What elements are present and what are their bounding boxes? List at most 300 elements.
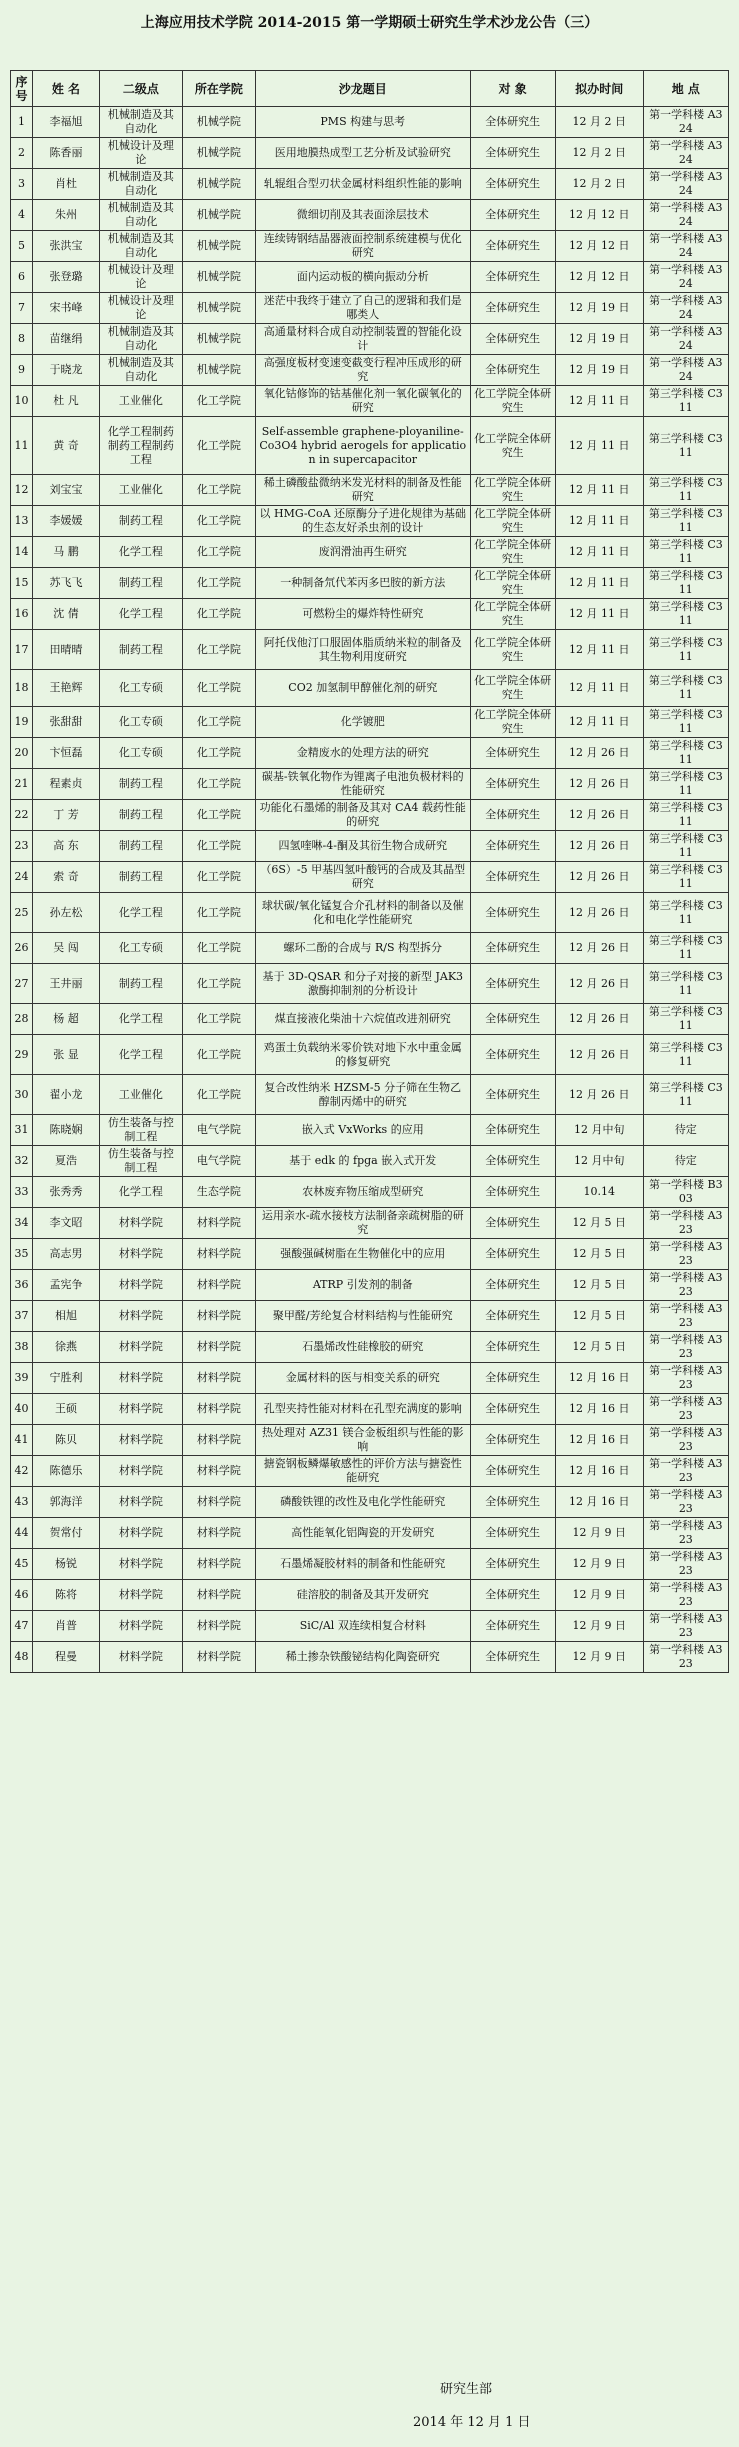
cell-name: 郭海洋 — [32, 1487, 99, 1518]
cell-time: 12 月 16 日 — [555, 1425, 643, 1456]
cell-college: 机械学院 — [182, 231, 255, 262]
cell-audience: 全体研究生 — [470, 1270, 555, 1301]
cell-college: 化工学院 — [182, 386, 255, 417]
cell-college: 机械学院 — [182, 200, 255, 231]
cell-location: 第一学科楼 A323 — [643, 1208, 728, 1239]
cell-college: 机械学院 — [182, 355, 255, 386]
cell-time: 12 月 11 日 — [555, 475, 643, 506]
cell-location: 第三学科楼 C311 — [643, 506, 728, 537]
cell-audience: 全体研究生 — [470, 1208, 555, 1239]
cell-name: 宁胜利 — [32, 1363, 99, 1394]
cell-time: 12 月 26 日 — [555, 800, 643, 831]
cell-time: 12 月 16 日 — [555, 1363, 643, 1394]
cell-audience: 化工学院全体研究生 — [470, 506, 555, 537]
cell-college: 化工学院 — [182, 670, 255, 707]
cell-major: 材料学院 — [99, 1239, 182, 1270]
cell-time: 12 月 2 日 — [555, 169, 643, 200]
cell-time: 12 月 19 日 — [555, 355, 643, 386]
cell-major: 材料学院 — [99, 1425, 182, 1456]
cell-name: 丁 芳 — [32, 800, 99, 831]
cell-major: 制药工程 — [99, 769, 182, 800]
table-row — [11, 262, 729, 293]
cell-location: 第一学科楼 A323 — [643, 1456, 728, 1487]
cell-college: 化工学院 — [182, 417, 255, 475]
cell-major: 材料学院 — [99, 1270, 182, 1301]
table-row — [11, 386, 729, 417]
cell-time: 12 月 11 日 — [555, 568, 643, 599]
header-no: 序号 — [11, 71, 33, 107]
header-major: 二级点 — [99, 71, 182, 107]
cell-no: 11 — [11, 417, 33, 475]
table-row — [11, 537, 729, 568]
cell-time: 12 月 19 日 — [555, 293, 643, 324]
header-audience: 对 象 — [470, 71, 555, 107]
cell-location: 第三学科楼 C311 — [643, 417, 728, 475]
cell-college: 机械学院 — [182, 324, 255, 355]
cell-no: 46 — [11, 1580, 33, 1611]
cell-college: 机械学院 — [182, 293, 255, 324]
cell-major: 制药工程 — [99, 831, 182, 862]
table-row — [11, 630, 729, 670]
cell-college: 化工学院 — [182, 475, 255, 506]
cell-topic: 磷酸铁锂的改性及电化学性能研究 — [256, 1487, 471, 1518]
cell-location: 第一学科楼 A324 — [643, 138, 728, 169]
cell-topic: 螺环二酚的合成与 R/S 构型拆分 — [256, 933, 471, 964]
table-row — [11, 831, 729, 862]
header-college: 所在学院 — [182, 71, 255, 107]
cell-no: 43 — [11, 1487, 33, 1518]
cell-topic: 硅溶胶的制备及其开发研究 — [256, 1580, 471, 1611]
cell-major: 仿生装备与控制工程 — [99, 1115, 182, 1146]
table-row — [11, 1332, 729, 1363]
cell-time: 10.14 — [555, 1177, 643, 1208]
cell-time: 12 月 26 日 — [555, 1004, 643, 1035]
cell-name: 张甜甜 — [32, 707, 99, 738]
cell-audience: 全体研究生 — [470, 1146, 555, 1177]
cell-college: 化工学院 — [182, 738, 255, 769]
cell-topic: 农林废弃物压缩成型研究 — [256, 1177, 471, 1208]
cell-college: 机械学院 — [182, 169, 255, 200]
cell-name: 高志男 — [32, 1239, 99, 1270]
cell-location: 第一学科楼 A323 — [643, 1332, 728, 1363]
table-row — [11, 138, 729, 169]
cell-college: 化工学院 — [182, 964, 255, 1004]
table-row — [11, 417, 729, 475]
cell-audience: 全体研究生 — [470, 964, 555, 1004]
cell-audience: 全体研究生 — [470, 107, 555, 138]
cell-audience: 全体研究生 — [470, 1301, 555, 1332]
cell-location: 第三学科楼 C311 — [643, 599, 728, 630]
cell-audience: 全体研究生 — [470, 1518, 555, 1549]
cell-audience: 化工学院全体研究生 — [470, 386, 555, 417]
cell-major: 化学工程 — [99, 1177, 182, 1208]
table-row — [11, 200, 729, 231]
cell-name: 陈香丽 — [32, 138, 99, 169]
cell-major: 制药工程 — [99, 964, 182, 1004]
cell-location: 第三学科楼 C311 — [643, 831, 728, 862]
cell-name: 李文昭 — [32, 1208, 99, 1239]
cell-name: 李福旭 — [32, 107, 99, 138]
cell-no: 32 — [11, 1146, 33, 1177]
table-row — [11, 1394, 729, 1425]
cell-no: 24 — [11, 862, 33, 893]
cell-topic: ATRP 引发剂的制备 — [256, 1270, 471, 1301]
cell-college: 机械学院 — [182, 138, 255, 169]
table-row — [11, 1642, 729, 1673]
header-topic: 沙龙题目 — [256, 71, 471, 107]
cell-college: 材料学院 — [182, 1518, 255, 1549]
table-row — [11, 169, 729, 200]
table-row — [11, 1456, 729, 1487]
cell-topic: 鸡蛋土负载纳米零价铁对地下水中重金属的修复研究 — [256, 1035, 471, 1075]
cell-time: 12 月 12 日 — [555, 200, 643, 231]
cell-topic: 高性能氧化铝陶瓷的开发研究 — [256, 1518, 471, 1549]
cell-college: 材料学院 — [182, 1208, 255, 1239]
cell-name: 马 鹏 — [32, 537, 99, 568]
cell-no: 5 — [11, 231, 33, 262]
cell-no: 21 — [11, 769, 33, 800]
cell-time: 12 月 11 日 — [555, 506, 643, 537]
cell-name: 沈 倩 — [32, 599, 99, 630]
cell-audience: 全体研究生 — [470, 1035, 555, 1075]
cell-name: 黄 奇 — [32, 417, 99, 475]
cell-no: 47 — [11, 1611, 33, 1642]
cell-college: 材料学院 — [182, 1611, 255, 1642]
cell-no: 12 — [11, 475, 33, 506]
table-row — [11, 1518, 729, 1549]
cell-name: 卞恒磊 — [32, 738, 99, 769]
cell-location: 第一学科楼 A323 — [643, 1487, 728, 1518]
cell-location: 第一学科楼 A323 — [643, 1270, 728, 1301]
header-row — [11, 71, 729, 107]
cell-location: 第一学科楼 B303 — [643, 1177, 728, 1208]
cell-audience: 全体研究生 — [470, 1394, 555, 1425]
cell-college: 化工学院 — [182, 933, 255, 964]
table-row — [11, 506, 729, 537]
cell-audience: 全体研究生 — [470, 1177, 555, 1208]
cell-major: 机械制造及其自动化 — [99, 169, 182, 200]
cell-audience: 全体研究生 — [470, 355, 555, 386]
cell-topic: PMS 构建与思考 — [256, 107, 471, 138]
cell-name: 程素贞 — [32, 769, 99, 800]
cell-college: 机械学院 — [182, 262, 255, 293]
cell-major: 材料学院 — [99, 1642, 182, 1673]
cell-name: 于晓龙 — [32, 355, 99, 386]
cell-college: 材料学院 — [182, 1239, 255, 1270]
cell-location: 第三学科楼 C311 — [643, 964, 728, 1004]
cell-no: 34 — [11, 1208, 33, 1239]
cell-college: 化工学院 — [182, 862, 255, 893]
cell-major: 制药工程 — [99, 800, 182, 831]
table-row — [11, 1177, 729, 1208]
cell-time: 12 月 26 日 — [555, 1075, 643, 1115]
cell-location: 第三学科楼 C311 — [643, 537, 728, 568]
cell-major: 化学工程制药制药工程制药工程 — [99, 417, 182, 475]
cell-no: 3 — [11, 169, 33, 200]
cell-audience: 化工学院全体研究生 — [470, 417, 555, 475]
cell-location: 第一学科楼 A324 — [643, 200, 728, 231]
cell-college: 化工学院 — [182, 630, 255, 670]
cell-name: 肖杜 — [32, 169, 99, 200]
cell-name: 杨锐 — [32, 1549, 99, 1580]
cell-time: 12 月 9 日 — [555, 1518, 643, 1549]
cell-name: 翟小龙 — [32, 1075, 99, 1115]
cell-time: 12 月中旬 — [555, 1146, 643, 1177]
table-row — [11, 1004, 729, 1035]
cell-audience: 全体研究生 — [470, 324, 555, 355]
cell-audience: 全体研究生 — [470, 1332, 555, 1363]
cell-name: 杜 凡 — [32, 386, 99, 417]
cell-audience: 全体研究生 — [470, 1239, 555, 1270]
cell-topic: 孔型夹持性能对材料在孔型充满度的影响 — [256, 1394, 471, 1425]
cell-major: 材料学院 — [99, 1208, 182, 1239]
cell-topic: 四氢喹啉-4-酮及其衍生物合成研究 — [256, 831, 471, 862]
cell-location: 第一学科楼 A324 — [643, 107, 728, 138]
cell-name: 夏浩 — [32, 1146, 99, 1177]
cell-topic: SiC/Al 双连续相复合材料 — [256, 1611, 471, 1642]
cell-major: 工业催化 — [99, 475, 182, 506]
cell-location: 第一学科楼 A324 — [643, 355, 728, 386]
cell-location: 第一学科楼 A323 — [643, 1301, 728, 1332]
cell-time: 12 月 5 日 — [555, 1208, 643, 1239]
cell-no: 1 — [11, 107, 33, 138]
cell-topic: 基于 edk 的 fpga 嵌入式开发 — [256, 1146, 471, 1177]
cell-time: 12 月 5 日 — [555, 1239, 643, 1270]
cell-college: 化工学院 — [182, 537, 255, 568]
cell-major: 化学工程 — [99, 1004, 182, 1035]
cell-topic: 微细切削及其表面涂层技术 — [256, 200, 471, 231]
cell-audience: 化工学院全体研究生 — [470, 568, 555, 599]
cell-topic: 高强度板材变速变截变行程冲压成形的研究 — [256, 355, 471, 386]
cell-major: 材料学院 — [99, 1549, 182, 1580]
cell-topic: 以 HMG-CoA 还原酶分子进化规律为基础的生态友好杀虫剂的设计 — [256, 506, 471, 537]
cell-no: 23 — [11, 831, 33, 862]
table-row — [11, 231, 729, 262]
cell-major: 制药工程 — [99, 862, 182, 893]
cell-major: 材料学院 — [99, 1518, 182, 1549]
cell-time: 12 月 11 日 — [555, 386, 643, 417]
table-row — [11, 862, 729, 893]
cell-time: 12 月 26 日 — [555, 933, 643, 964]
cell-topic: 基于 3D-QSAR 和分子对接的新型 JAK3 激酶抑制剂的分析设计 — [256, 964, 471, 1004]
cell-topic: 连续铸钢结晶器液面控制系统建模与优化研究 — [256, 231, 471, 262]
cell-no: 6 — [11, 262, 33, 293]
cell-time: 12 月 9 日 — [555, 1611, 643, 1642]
cell-time: 12 月 9 日 — [555, 1642, 643, 1673]
cell-time: 12 月 11 日 — [555, 599, 643, 630]
cell-no: 35 — [11, 1239, 33, 1270]
cell-audience: 全体研究生 — [470, 862, 555, 893]
table-row — [11, 964, 729, 1004]
cell-topic: 煤直接液化柴油十六烷值改进剂研究 — [256, 1004, 471, 1035]
cell-major: 材料学院 — [99, 1487, 182, 1518]
cell-topic: 阿托伐他汀口服固体脂质纳米粒的制备及其生物利用度研究 — [256, 630, 471, 670]
cell-college: 材料学院 — [182, 1301, 255, 1332]
cell-no: 29 — [11, 1035, 33, 1075]
table-row — [11, 599, 729, 630]
cell-time: 12 月 5 日 — [555, 1332, 643, 1363]
cell-college: 材料学院 — [182, 1394, 255, 1425]
cell-audience: 全体研究生 — [470, 1642, 555, 1673]
cell-topic: 氧化钴修饰的钴基催化剂一氧化碳氧化的研究 — [256, 386, 471, 417]
cell-no: 15 — [11, 568, 33, 599]
cell-no: 28 — [11, 1004, 33, 1035]
cell-name: 宋书峰 — [32, 293, 99, 324]
cell-location: 第三学科楼 C311 — [643, 386, 728, 417]
cell-major: 工业催化 — [99, 386, 182, 417]
table-row — [11, 1239, 729, 1270]
cell-topic: 嵌入式 VxWorks 的应用 — [256, 1115, 471, 1146]
cell-name: 孟宪争 — [32, 1270, 99, 1301]
cell-major: 化工专硕 — [99, 707, 182, 738]
cell-major: 制药工程 — [99, 568, 182, 599]
cell-no: 48 — [11, 1642, 33, 1673]
cell-college: 化工学院 — [182, 1035, 255, 1075]
cell-location: 第一学科楼 A324 — [643, 324, 728, 355]
table-row — [11, 769, 729, 800]
cell-topic: 复合改性纳米 HZSM-5 分子筛在生物乙醇制丙烯中的研究 — [256, 1075, 471, 1115]
cell-time: 12 月 5 日 — [555, 1270, 643, 1301]
cell-audience: 全体研究生 — [470, 1075, 555, 1115]
cell-name: 肖普 — [32, 1611, 99, 1642]
cell-name: 杨 超 — [32, 1004, 99, 1035]
cell-name: 张秀秀 — [32, 1177, 99, 1208]
cell-name: 朱州 — [32, 200, 99, 231]
cell-topic: 金精废水的处理方法的研究 — [256, 738, 471, 769]
cell-no: 44 — [11, 1518, 33, 1549]
cell-name: 张登璐 — [32, 262, 99, 293]
table-row — [11, 1115, 729, 1146]
cell-name: 王艳辉 — [32, 670, 99, 707]
cell-no: 2 — [11, 138, 33, 169]
cell-topic: 球状碳/氧化锰复合介孔材料的制备以及催化和电化学性能研究 — [256, 893, 471, 933]
cell-audience: 全体研究生 — [470, 293, 555, 324]
cell-name: 苏飞飞 — [32, 568, 99, 599]
cell-college: 化工学院 — [182, 800, 255, 831]
cell-location: 第三学科楼 C311 — [643, 738, 728, 769]
cell-topic: 化学镀肥 — [256, 707, 471, 738]
cell-time: 12 月 11 日 — [555, 537, 643, 568]
cell-no: 22 — [11, 800, 33, 831]
table-row — [11, 1487, 729, 1518]
cell-audience: 全体研究生 — [470, 1549, 555, 1580]
cell-no: 33 — [11, 1177, 33, 1208]
cell-time: 12 月 11 日 — [555, 707, 643, 738]
cell-major: 机械制造及其自动化 — [99, 355, 182, 386]
cell-location: 第三学科楼 C311 — [643, 475, 728, 506]
cell-time: 12 月中旬 — [555, 1115, 643, 1146]
cell-no: 4 — [11, 200, 33, 231]
cell-name: 高 东 — [32, 831, 99, 862]
cell-time: 12 月 2 日 — [555, 107, 643, 138]
cell-audience: 化工学院全体研究生 — [470, 670, 555, 707]
cell-time: 12 月 16 日 — [555, 1487, 643, 1518]
cell-time: 12 月 16 日 — [555, 1456, 643, 1487]
table-row — [11, 324, 729, 355]
cell-name: 陈贝 — [32, 1425, 99, 1456]
table-row — [11, 1270, 729, 1301]
cell-name: 王井丽 — [32, 964, 99, 1004]
cell-location: 第三学科楼 C311 — [643, 1075, 728, 1115]
cell-audience: 全体研究生 — [470, 800, 555, 831]
cell-audience: 全体研究生 — [470, 200, 555, 231]
cell-location: 第三学科楼 C311 — [643, 1035, 728, 1075]
cell-audience: 全体研究生 — [470, 1611, 555, 1642]
table-row — [11, 1549, 729, 1580]
cell-time: 12 月 26 日 — [555, 964, 643, 1004]
cell-location: 第一学科楼 A323 — [643, 1239, 728, 1270]
cell-location: 第一学科楼 A323 — [643, 1549, 728, 1580]
cell-topic: 一种制备氘代苯丙多巴胺的新方法 — [256, 568, 471, 599]
cell-major: 化学工程 — [99, 599, 182, 630]
cell-time: 12 月 16 日 — [555, 1394, 643, 1425]
cell-no: 9 — [11, 355, 33, 386]
header-time: 拟办时间 — [555, 71, 643, 107]
cell-audience: 全体研究生 — [470, 262, 555, 293]
cell-no: 19 — [11, 707, 33, 738]
cell-audience: 全体研究生 — [470, 1363, 555, 1394]
cell-audience: 全体研究生 — [470, 1580, 555, 1611]
cell-location: 第一学科楼 A323 — [643, 1611, 728, 1642]
table-body — [11, 107, 729, 1673]
cell-major: 化学工程 — [99, 893, 182, 933]
cell-topic: 面内运动板的横向振动分析 — [256, 262, 471, 293]
cell-audience: 全体研究生 — [470, 831, 555, 862]
cell-no: 41 — [11, 1425, 33, 1456]
cell-audience: 全体研究生 — [470, 138, 555, 169]
cell-no: 18 — [11, 670, 33, 707]
cell-college: 化工学院 — [182, 568, 255, 599]
cell-major: 化工专硕 — [99, 670, 182, 707]
cell-college: 化工学院 — [182, 893, 255, 933]
cell-name: 陈德乐 — [32, 1456, 99, 1487]
cell-name: 苗继绢 — [32, 324, 99, 355]
cell-name: 陈将 — [32, 1580, 99, 1611]
cell-no: 45 — [11, 1549, 33, 1580]
cell-name: 陈晓娴 — [32, 1115, 99, 1146]
header-location: 地 点 — [643, 71, 728, 107]
cell-no: 36 — [11, 1270, 33, 1301]
cell-name: 张 显 — [32, 1035, 99, 1075]
page-title: 上海应用技术学院 2014-2015 第一学期硕士研究生学术沙龙公告（三） — [140, 15, 599, 31]
cell-topic: CO2 加氢制甲醇催化剂的研究 — [256, 670, 471, 707]
cell-college: 生态学院 — [182, 1177, 255, 1208]
cell-college: 化工学院 — [182, 1004, 255, 1035]
cell-no: 31 — [11, 1115, 33, 1146]
cell-no: 42 — [11, 1456, 33, 1487]
cell-time: 12 月 9 日 — [555, 1549, 643, 1580]
cell-audience: 全体研究生 — [470, 1487, 555, 1518]
cell-college: 电气学院 — [182, 1146, 255, 1177]
cell-major: 材料学院 — [99, 1580, 182, 1611]
cell-location: 第三学科楼 C311 — [643, 707, 728, 738]
cell-audience: 全体研究生 — [470, 1004, 555, 1035]
cell-name: 李媛媛 — [32, 506, 99, 537]
salon-table — [10, 70, 729, 1673]
cell-topic: 医用地膜热成型工艺分析及试验研究 — [256, 138, 471, 169]
cell-no: 8 — [11, 324, 33, 355]
cell-topic: 稀土磷酸盐微纳米发光材料的制备及性能研究 — [256, 475, 471, 506]
cell-name: 程曼 — [32, 1642, 99, 1673]
cell-major: 化工专硕 — [99, 933, 182, 964]
table-row — [11, 1611, 729, 1642]
cell-audience: 全体研究生 — [470, 1115, 555, 1146]
cell-topic: （6S）-5 甲基四氢叶酸钙的合成及其晶型研究 — [256, 862, 471, 893]
cell-no: 26 — [11, 933, 33, 964]
cell-major: 制药工程 — [99, 630, 182, 670]
table-row — [11, 893, 729, 933]
table-row — [11, 107, 729, 138]
